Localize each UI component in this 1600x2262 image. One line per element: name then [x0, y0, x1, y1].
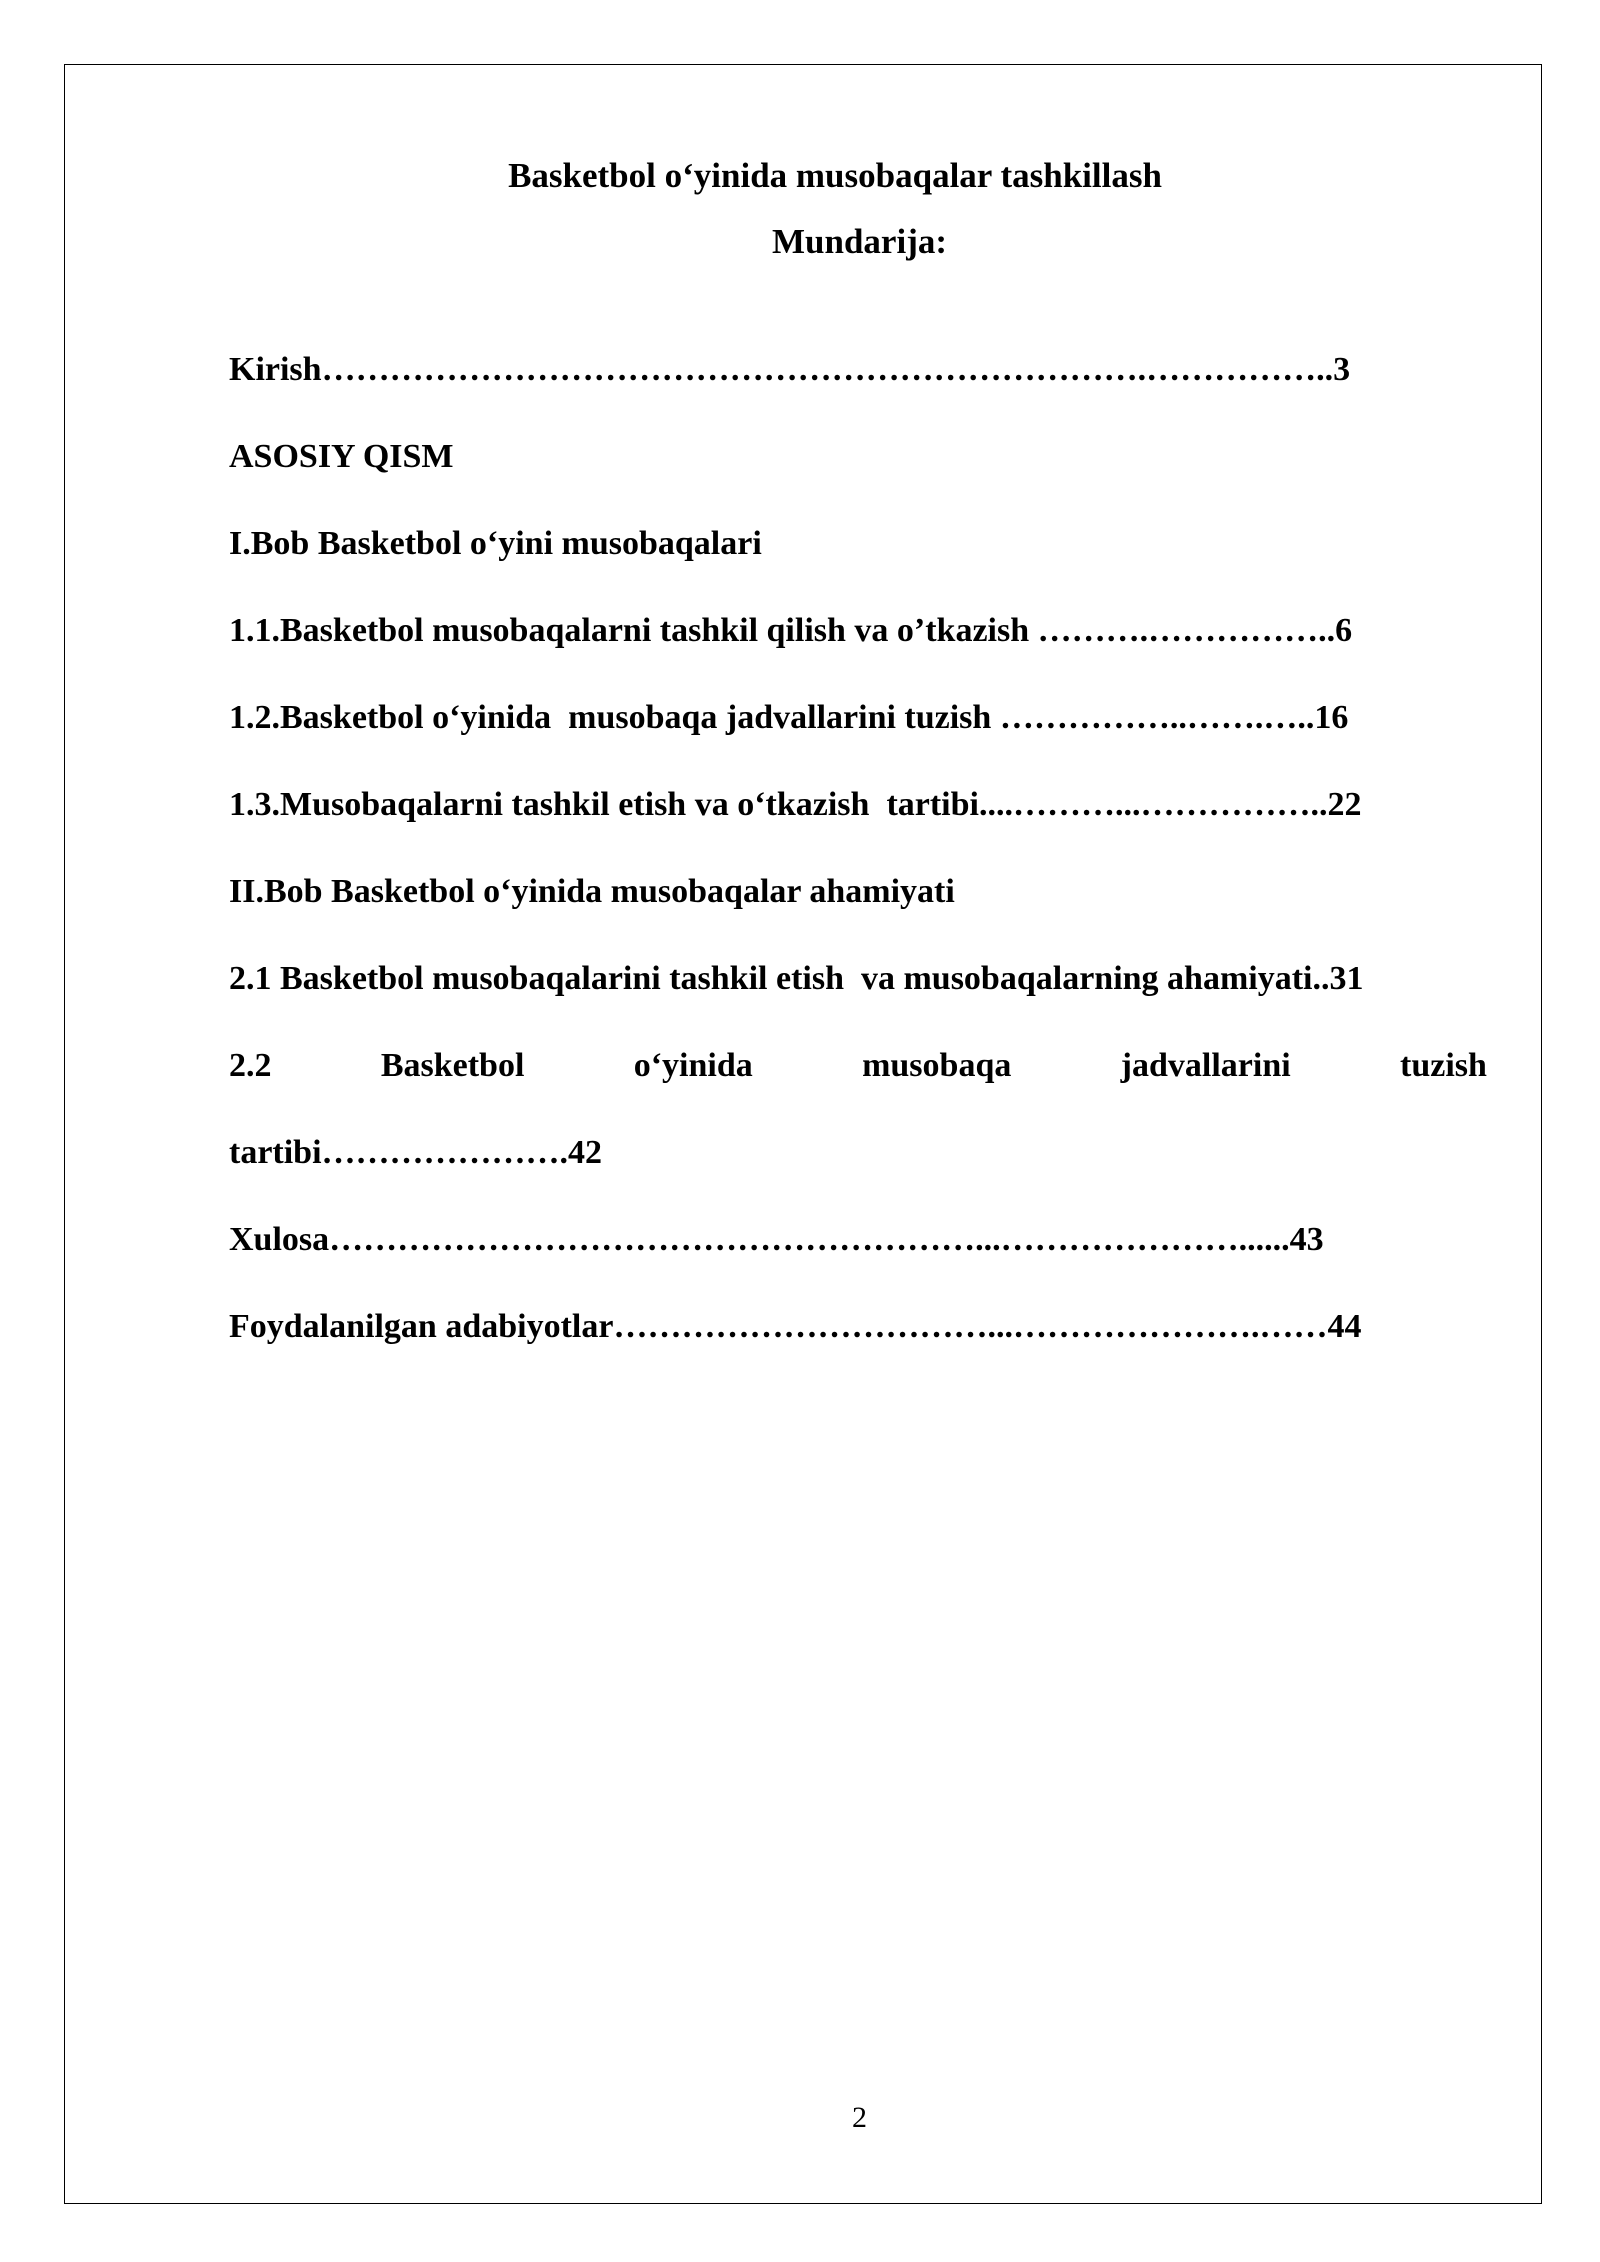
toc-entry-2-1: 2.1 Basketbol musobaqalarini tashkil etish va musobaqalarning ahamiyati..31 — [229, 960, 1364, 997]
toc-entry-1-2: 1.2.Basketbol o‘yinida musobaqa jadvallarini tuzish ……………..…….…..16 — [229, 699, 1349, 736]
toc-entry-asosiy-qism: ASOSIY QISM — [229, 438, 454, 475]
page-number: 2 — [852, 2101, 867, 2134]
toc-entry-kirish: Kirish……………………………………………………………….……………..3 — [229, 351, 1351, 388]
document-title: Basketbol o‘yinida musobaqalar tashkillash — [508, 156, 1162, 195]
toc-entry-chapter-2: II.Bob Basketbol o‘yinida musobaqalar ahamiyati — [229, 873, 955, 910]
toc-entry-chapter-1: I.Bob Basketbol o‘yini musobaqalari — [229, 525, 762, 562]
toc-word: 2.2 — [229, 1047, 272, 1084]
toc-entry-1-3: 1.3.Musobaqalarni tashkil etish va o‘tkazish tartibi....………...……………..22 — [229, 786, 1362, 823]
toc-word: Basketbol — [380, 1047, 525, 1084]
toc-heading: Mundarija: — [772, 222, 947, 261]
toc-entry-xulosa: Xulosa…………………………………………………...…………………......43 — [229, 1221, 1324, 1258]
toc-entry-2-2 — [229, 1046, 1487, 1086]
toc-entry-1-1: 1.1.Basketbol musobaqalarni tashkil qilish va o’tkazish ……….……………..6 — [229, 612, 1353, 649]
toc-word: tuzish — [1400, 1047, 1487, 1084]
toc-word: o‘yinida — [633, 1047, 753, 1084]
toc-entry-references: Foydalanilgan adabiyotlar……………………………...………………….……44 — [229, 1308, 1362, 1345]
toc-word: jadvallarini — [1120, 1047, 1291, 1084]
toc-word: musobaqa — [862, 1047, 1012, 1084]
toc-entry-2-2-continued: tartibi………………….42 — [229, 1134, 603, 1171]
